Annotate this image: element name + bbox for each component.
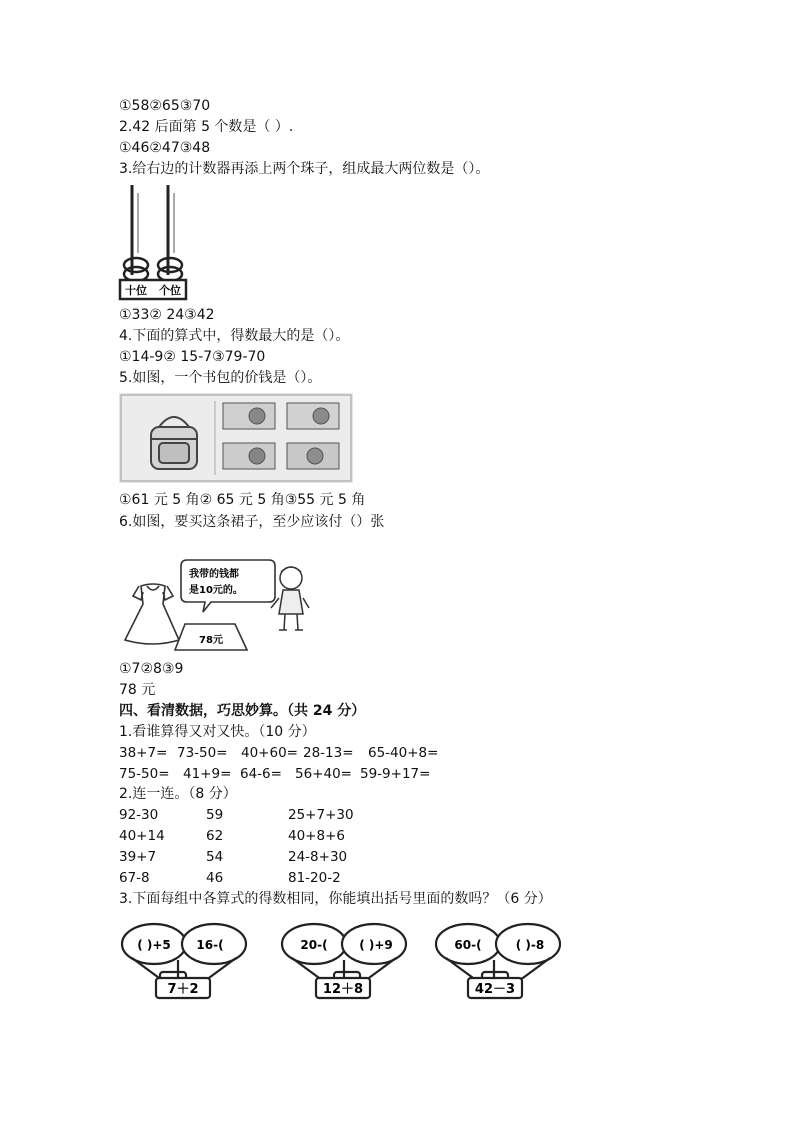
balloon-figure bbox=[118, 920, 566, 1004]
match-middle: 46 bbox=[206, 870, 224, 886]
match-middle: 54 bbox=[206, 849, 224, 865]
q1-options: ①58②65③70 bbox=[119, 98, 211, 114]
calc-item: 75-50= bbox=[119, 766, 170, 782]
q2-options: ①46②47③48 bbox=[119, 140, 211, 156]
q4-options: ①14-9② 15-7③79-70 bbox=[119, 349, 266, 365]
q6-price-note: 78 元 bbox=[119, 682, 156, 698]
calc-item: 41+9= bbox=[183, 766, 232, 782]
match-middle: 59 bbox=[206, 807, 224, 823]
balloon-left-text: 60-( bbox=[454, 938, 482, 952]
q5-text: 5.如图，一个书包的价钱是（）。 bbox=[119, 370, 322, 386]
part1-title: 1.看谁算得又对又快。（10 分） bbox=[119, 724, 316, 740]
match-right: 81-20-2 bbox=[288, 870, 341, 886]
abacus-label-ones: 个位 bbox=[159, 284, 181, 297]
backpack-money-photo bbox=[119, 393, 353, 483]
balloon-right-text: 16-( bbox=[196, 938, 224, 952]
balloon-right-text: ( )+9 bbox=[359, 938, 393, 952]
q3-text: 3.给右边的计数器再添上两个珠子，组成最大两位数是（）。 bbox=[119, 161, 490, 177]
basket-text: 12＋8 bbox=[322, 982, 364, 997]
q2-text: 2.42 后面第 5 个数是（ ）. bbox=[119, 119, 294, 135]
calc-item: 40+60= bbox=[241, 745, 298, 761]
calc-item: 56+40= bbox=[295, 766, 352, 782]
speech-line-2: 是10元的。 bbox=[189, 585, 243, 596]
basket-text: 7＋2 bbox=[167, 982, 199, 997]
basket-text: 42－3 bbox=[474, 982, 516, 997]
price-tag: 78元 bbox=[199, 635, 223, 646]
calc-item: 73-50= bbox=[177, 745, 228, 761]
q6-text: 6.如图，要买这条裙子，至少应该付（）张 bbox=[119, 514, 385, 530]
balloon-left-text: 20-( bbox=[300, 938, 328, 952]
q6-options: ①7②8③9 bbox=[119, 661, 184, 677]
calc-item: 65-40+8= bbox=[368, 745, 439, 761]
match-right: 25+7+30 bbox=[288, 807, 354, 823]
girl-icon bbox=[271, 567, 309, 630]
abacus-label-tens: 十位 bbox=[125, 284, 147, 297]
calc-item: 28-13= bbox=[303, 745, 354, 761]
balloon-right-text: ( )-8 bbox=[515, 938, 545, 952]
part2-title: 2.连一连。（8 分） bbox=[119, 786, 237, 802]
calc-item: 64-6= bbox=[240, 766, 282, 782]
match-right: 40+8+6 bbox=[288, 828, 345, 844]
balloon-left-text: ( )+5 bbox=[137, 938, 171, 952]
dress-icon bbox=[125, 584, 179, 644]
speech-line-1: 我带的钱都 bbox=[189, 569, 239, 580]
calc-item: 38+7= bbox=[119, 745, 168, 761]
abacus-figure bbox=[118, 183, 188, 301]
q5-options: ①61 元 5 角② 65 元 5 角③55 元 5 角 bbox=[119, 492, 366, 508]
q4-text: 4.下面的算式中，得数最大的是（）。 bbox=[119, 328, 350, 344]
match-right: 24-8+30 bbox=[288, 849, 348, 865]
match-left: 92-30 bbox=[119, 807, 159, 823]
match-left: 40+14 bbox=[119, 828, 165, 844]
part3-title: 3.下面每组中各算式的得数相同，你能填出括号里面的数吗？（6 分） bbox=[119, 891, 552, 907]
section4-title: 四、看清数据，巧思妙算。（共 24 分） bbox=[119, 703, 366, 719]
calc-item: 59-9+17= bbox=[360, 766, 431, 782]
match-middle: 62 bbox=[206, 828, 224, 844]
q3-options: ①33② 24③42 bbox=[119, 307, 215, 323]
dress-figure bbox=[119, 552, 315, 654]
match-left: 39+7 bbox=[119, 849, 157, 865]
match-left: 67-8 bbox=[119, 870, 150, 886]
